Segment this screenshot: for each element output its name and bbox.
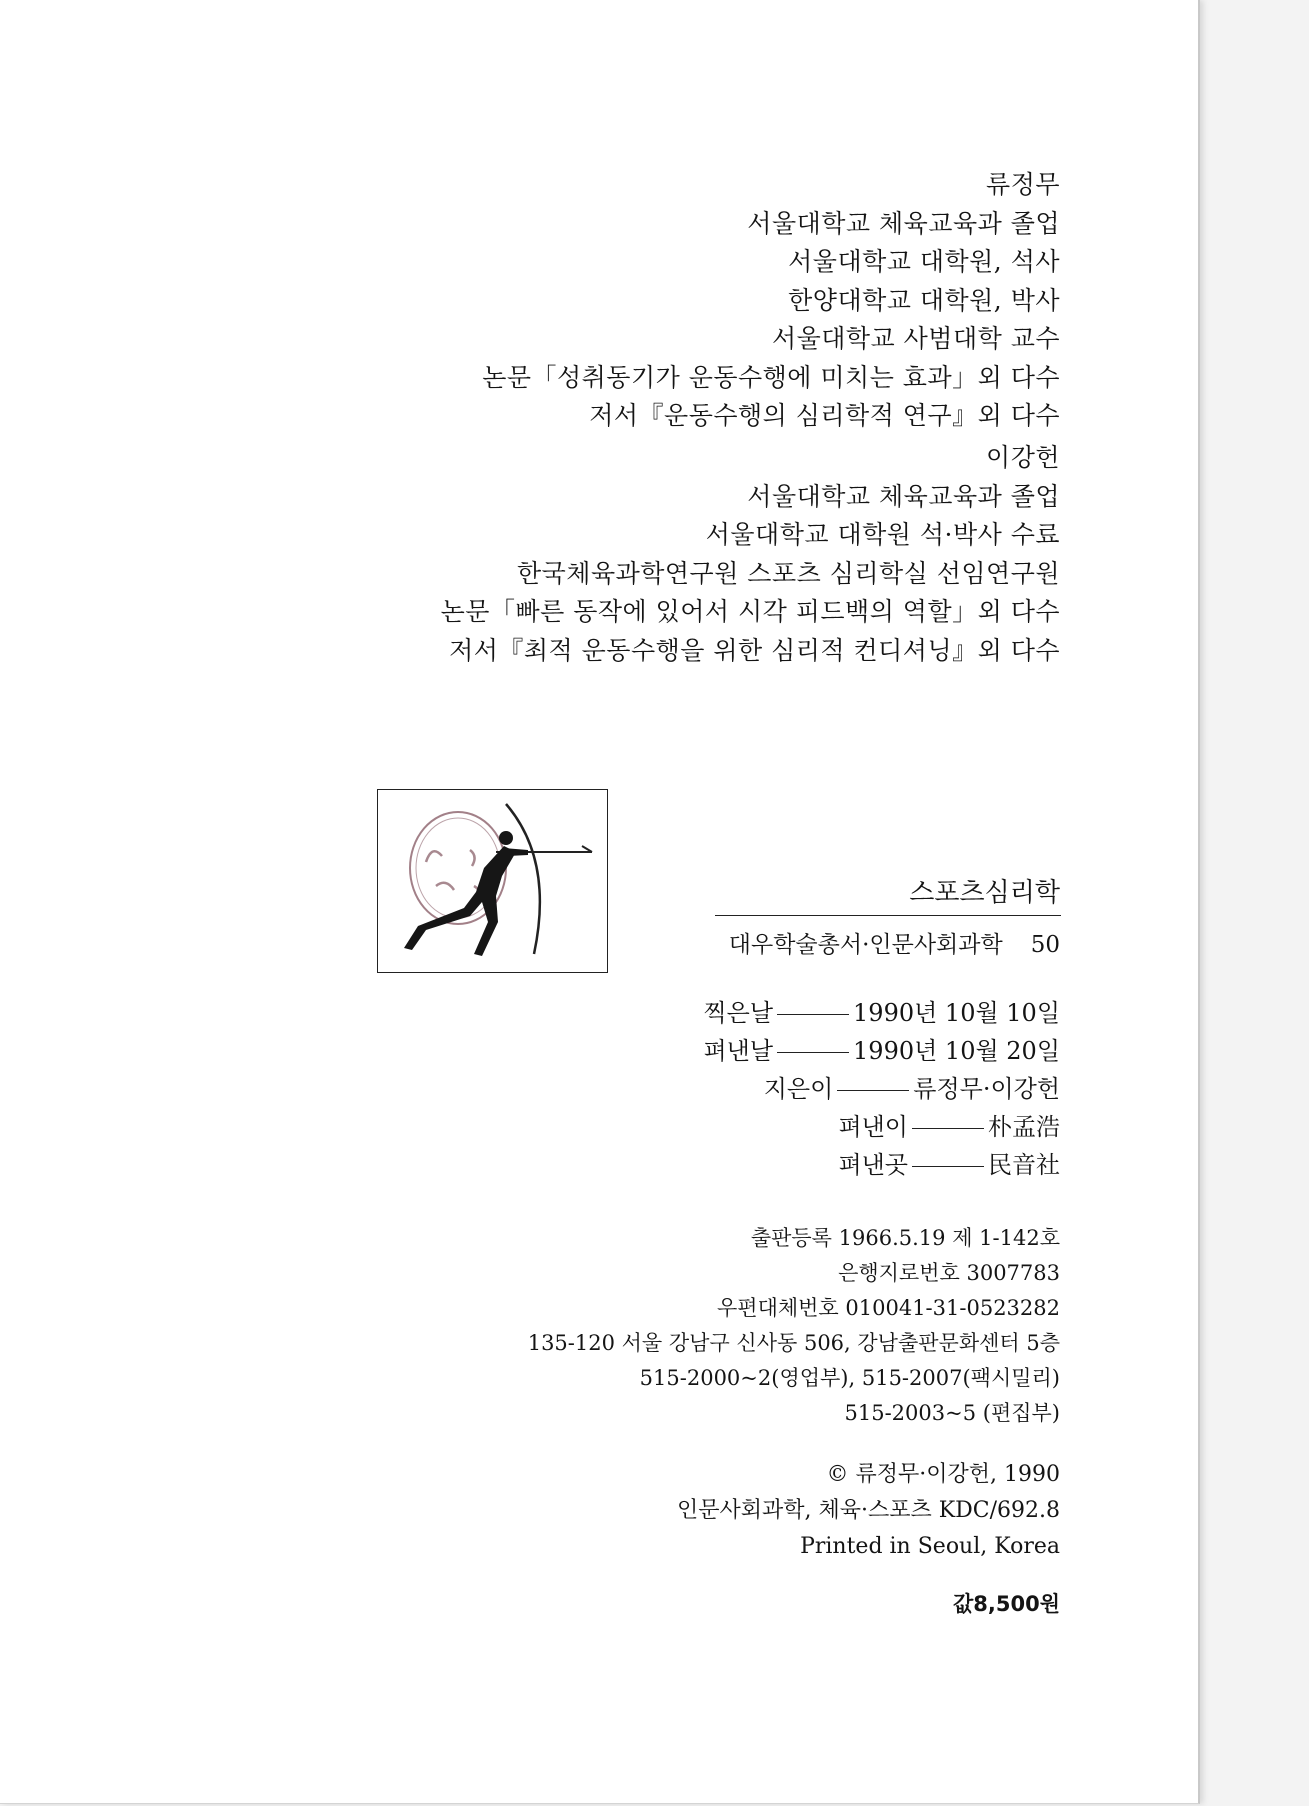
bio-line: 저서『최적 운동수행을 위한 심리적 컨디셔닝』외 다수 xyxy=(449,635,1060,665)
bio-line: 서울대학교 사범대학 교수 xyxy=(771,324,1060,353)
colophon-label: 펴낸이 xyxy=(838,1113,908,1141)
colophon-value: 류정무·이강헌 xyxy=(913,1075,1060,1103)
colophon-label: 펴낸곳 xyxy=(838,1151,908,1179)
title-divider xyxy=(715,915,1061,916)
dash-divider xyxy=(912,1166,984,1167)
colophon xyxy=(703,994,1060,1184)
colophon-value: 朴孟浩 xyxy=(988,1113,1060,1141)
contact-line: 은행지로번호 3007783 xyxy=(838,1261,1060,1285)
contact-line: 출판등록 1966.5.19 제 1-142호 xyxy=(750,1226,1060,1250)
colophon-label: 펴낸날 xyxy=(703,1037,774,1065)
colophon-row xyxy=(703,1108,1060,1146)
series-number: 50 xyxy=(1030,932,1060,958)
bio-line: 논문「빠른 동작에 있어서 시각 피드백의 역할」외 다수 xyxy=(440,597,1060,626)
price: 값8,500원 xyxy=(953,1592,1060,1616)
dash-divider xyxy=(777,1052,849,1053)
contact-line: 135-120 서울 강남구 신사동 506, 강남출판문화센터 5층 xyxy=(527,1331,1060,1355)
book-title: 스포츠심리학 xyxy=(909,878,1060,908)
series-line xyxy=(729,926,1060,959)
bio-line: 서울대학교 대학원, 석사 xyxy=(788,247,1060,276)
colophon-row xyxy=(703,1032,1060,1070)
bio-line: 서울대학교 대학원 석·박사 수료 xyxy=(705,520,1060,549)
dash-divider xyxy=(912,1128,984,1129)
dash-divider xyxy=(777,1014,849,1015)
contact-line: 우편대체번호 010041-31-0523282 xyxy=(717,1296,1060,1320)
copyright-line: © 류정무·이강헌, 1990 xyxy=(826,1462,1060,1487)
colophon-row xyxy=(703,1146,1060,1184)
colophon-row xyxy=(703,994,1060,1032)
bio-line: 한양대학교 대학원, 박사 xyxy=(788,285,1060,315)
dash-divider xyxy=(837,1090,909,1091)
classification-line: 인문사회과학, 체육·스포츠 KDC/692.8 xyxy=(676,1498,1060,1523)
printed-in-line: Printed in Seoul, Korea xyxy=(800,1534,1060,1559)
archer-logo-icon xyxy=(377,789,608,973)
colophon-label: 지은이 xyxy=(763,1075,834,1103)
colophon-row xyxy=(703,1070,1060,1108)
colophon-label: 찍은날 xyxy=(703,999,774,1027)
series-name: 대우학술총서·인문사회과학 xyxy=(728,932,1003,958)
author-bio-lee xyxy=(441,439,1060,670)
copyright-block xyxy=(677,1457,1060,1565)
contact-line: 515-2003~5 (편집부) xyxy=(844,1401,1060,1425)
colophon-value: 民音社 xyxy=(988,1151,1060,1179)
colophon-value: 1990년 10월 10일 xyxy=(853,999,1060,1027)
archer-logo-graphic xyxy=(378,790,607,972)
colophon-value: 1990년 10월 20일 xyxy=(853,1037,1060,1065)
bio-line: 서울대학교 체육교육과 졸업 xyxy=(747,208,1060,238)
bio-line: 서울대학교 체육교육과 졸업 xyxy=(747,481,1060,511)
author-name: 류정무 xyxy=(986,170,1060,199)
bio-line: 저서『운동수행의 심리학적 연구』외 다수 xyxy=(589,401,1060,430)
bio-line: 한국체육과학연구원 스포츠 심리학실 선임연구원 xyxy=(517,558,1060,588)
author-name: 이강헌 xyxy=(986,443,1060,472)
bio-line: 논문「성취동기가 운동수행에 미치는 효과」외 다수 xyxy=(482,362,1060,392)
publisher-contact xyxy=(528,1221,1060,1431)
author-bio-ryu xyxy=(482,166,1060,436)
contact-line: 515-2000~2(영업부), 515-2007(팩시밀리) xyxy=(639,1366,1060,1390)
